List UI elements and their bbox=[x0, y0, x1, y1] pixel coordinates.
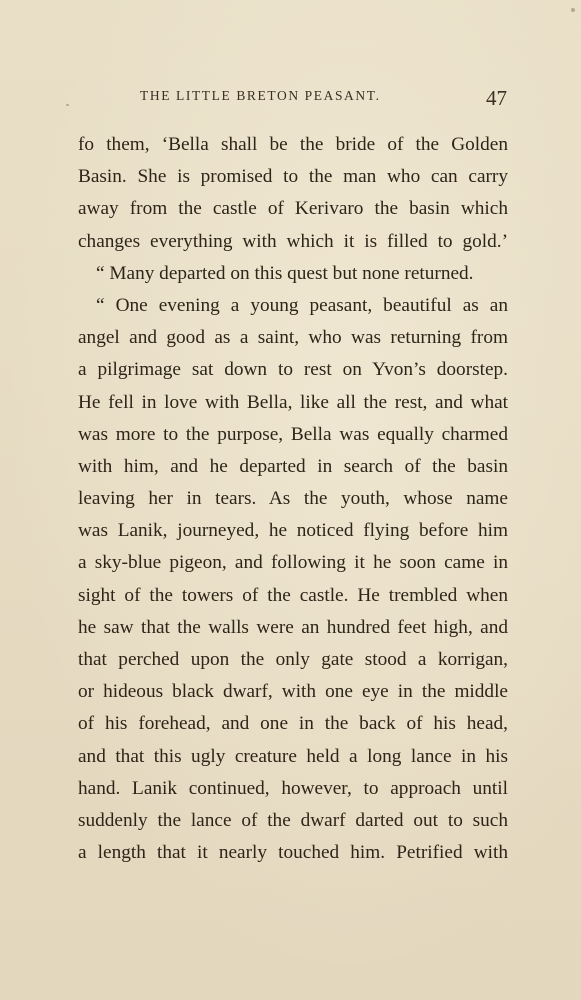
text-line: sight of the towers of the castle. He trembled when bbox=[78, 584, 508, 606]
text-line: a length that it nearly touched him. Petrified with bbox=[78, 842, 508, 864]
text-line: a pilgrimage sat down to rest on Yvon’s doorstep. bbox=[78, 359, 508, 381]
text-line: with him, and he departed in search of the basin bbox=[78, 455, 508, 477]
text-line: leaving her in tears. As the youth, whose name bbox=[78, 488, 508, 510]
text-line: that perched upon the only gate stood a korrigan, bbox=[78, 649, 508, 670]
text-line: angel and good as a saint, who was returning from bbox=[78, 327, 508, 349]
page-number: 47 bbox=[486, 86, 507, 110]
text-line: “ Many departed on this quest but none returned. bbox=[96, 262, 474, 284]
text-line: Basin. She is promised to the man who can carry bbox=[78, 166, 508, 188]
text-line: hand. Lanik continued, however, to approach until bbox=[78, 777, 508, 799]
text-line: was more to the purpose, Bella was equally charmed bbox=[78, 423, 508, 445]
text-line: changes everything with which it is filled to gold.’ bbox=[78, 230, 508, 252]
text-line: He fell in love with Bella, like all the rest, and what bbox=[78, 391, 508, 413]
text-line: of his forehead, and one in the back of his head, bbox=[78, 713, 508, 735]
paper-speck bbox=[571, 8, 575, 12]
body-text bbox=[78, 129, 508, 869]
text-line: fo them, ‘Bella shall be the bride of the Golden bbox=[78, 134, 508, 155]
text-line: and that this ugly creature held a long lance in his bbox=[78, 745, 508, 767]
paper-speck bbox=[66, 104, 69, 106]
text-line: away from the castle of Kerivaro the basin which bbox=[78, 198, 508, 220]
running-head: THE LITTLE BRETON PEASANT. bbox=[140, 88, 381, 103]
text-line: suddenly the lance of the dwarf darted out to such bbox=[78, 809, 508, 831]
text-line: a sky-blue pigeon, and following it he soon came in bbox=[78, 552, 508, 574]
text-line: he saw that the walls were an hundred feet high, and bbox=[78, 616, 508, 638]
text-line: “ One evening a young peasant, beautiful as an bbox=[96, 294, 508, 316]
text-line: or hideous black dwarf, with one eye in the middle bbox=[78, 681, 508, 703]
text-line: was Lanik, journeyed, he noticed flying before him bbox=[78, 520, 508, 542]
